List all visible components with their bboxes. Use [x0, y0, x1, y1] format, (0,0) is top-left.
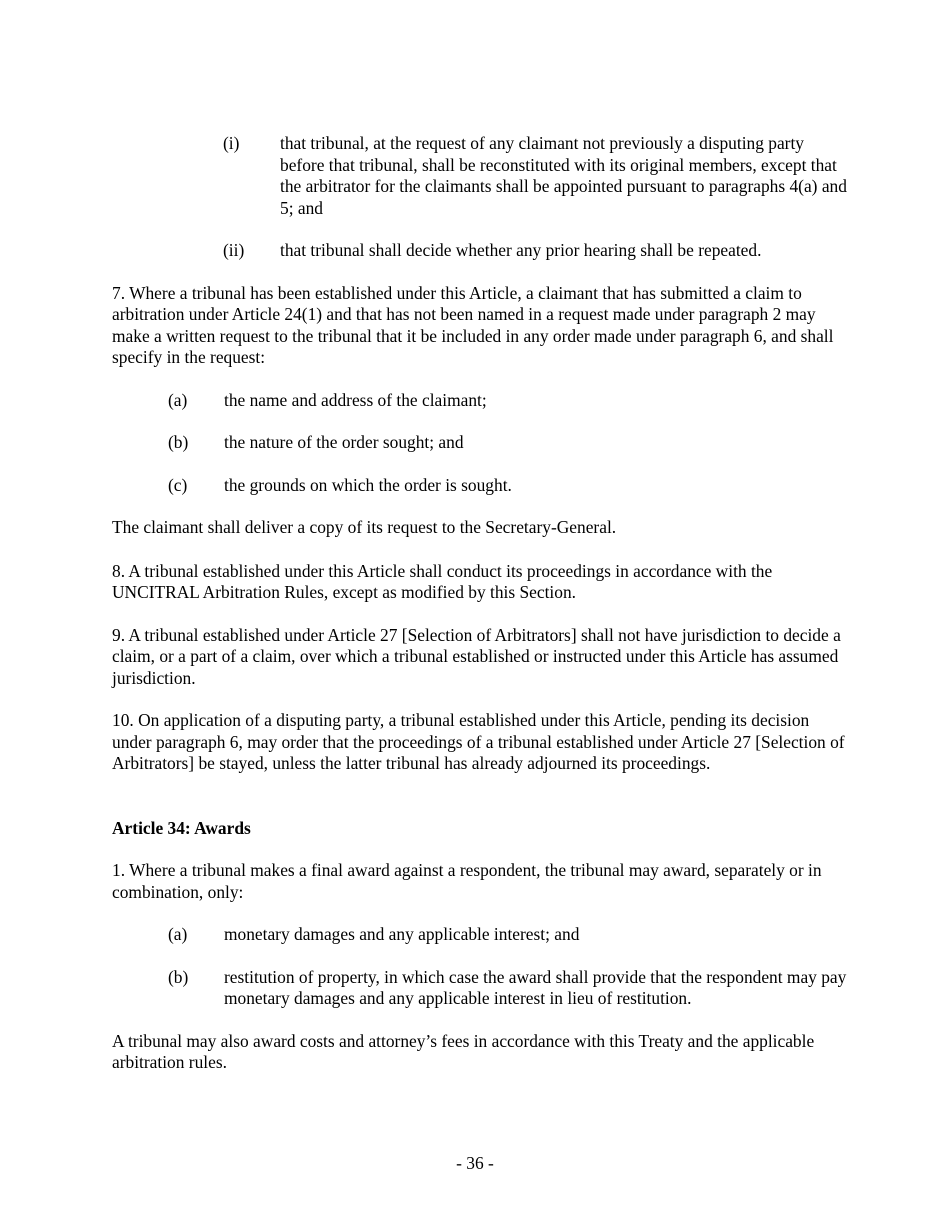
list-marker: (ii): [223, 240, 245, 260]
list-item-text: the nature of the order sought; and: [224, 432, 464, 452]
list-item-text: monetary damages and any applicable interest; and: [224, 924, 580, 944]
article-34-closing: A tribunal may also award costs and attorney’s fees in accordance with this Treaty and the applicable arbitration rules.: [112, 1030, 815, 1072]
list-marker: (a): [168, 389, 188, 410]
paragraph-7-closing: The claimant shall deliver a copy of its request to the Secretary-General.: [112, 517, 617, 537]
paragraph-10: 10. On application of a disputing party, a tribunal established under this Article, pending its decision under paragraph 6, may order that the proceedings of a tribunal established under Article 27 [Selection of Arbitrators] be stayed, unless the latter tribunal has already adjourned its proceedings.: [112, 710, 845, 773]
list-item-text: restitution of property, in which case the award shall provide that the respondent may pay monetary damages and any applicable interest in lieu of restitution.: [224, 966, 847, 1008]
paragraph-8: 8. A tribunal established under this Article shall conduct its proceedings in accordance with the UNCITRAL Arbitration Rules, except as modified by this Section.: [112, 560, 773, 602]
page-number: - 36 -: [456, 1153, 494, 1173]
paragraph-7: 7. Where a tribunal has been established under this Article, a claimant that has submitted a claim to arbitration under Article 24(1) and that has not been named in a request made under paragraph 2 may make a written request to the tribunal that it be included in any order made under paragraph 6, and shall specify in the request:: [112, 282, 834, 367]
list-marker: (c): [168, 474, 188, 495]
list-item-text: that tribunal, at the request of any claimant not previously a disputing party before that tribunal, shall be reconstituted with its original members, except that the arbitrator for the claimants shall be appointed pursuant to paragraphs 4(a) and 5; and: [280, 133, 847, 218]
list-marker: (b): [168, 966, 189, 987]
list-item-34b: [168, 967, 847, 1010]
list-marker: (a): [168, 924, 188, 944]
list-item-text: the name and address of the claimant;: [224, 389, 487, 410]
list-marker: (i): [223, 133, 240, 153]
list-item-ii: [223, 240, 847, 262]
list-item-7c: [168, 475, 847, 497]
list-item-7b: [168, 432, 847, 454]
paragraph-9: 9. A tribunal established under Article 27 [Selection of Arbitrators] shall not have jurisdiction to decide a claim, or a part of a claim, over which a tribunal established or instructed under this Article has assumed jurisdiction.: [112, 624, 841, 688]
list-item-text: the grounds on which the order is sought.: [224, 474, 512, 495]
list-marker: (b): [168, 432, 189, 452]
document-page: [112, 133, 847, 1074]
list-item-7a: [168, 390, 847, 412]
article-34-heading: Article 34: Awards: [112, 817, 251, 838]
list-item-34a: [168, 924, 847, 946]
list-item-i: [223, 133, 847, 219]
list-item-text: that tribunal shall decide whether any prior hearing shall be repeated.: [280, 240, 762, 260]
article-34-paragraph-1: 1. Where a tribunal makes a final award against a respondent, the tribunal may award, separately or in combination, only:: [112, 860, 822, 902]
